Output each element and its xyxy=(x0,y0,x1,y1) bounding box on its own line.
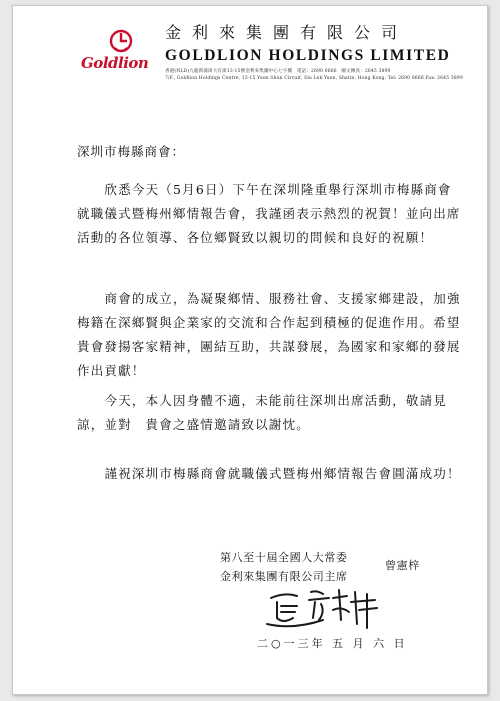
letter-date: 二○一三年 五 月 六 日 xyxy=(257,637,408,650)
paragraph-chamber-purpose: 商會的成立，為凝聚鄉情、服務社會、支援家鄉建設，加強梅籍在深鄉賢與企業家的交流和合作起到積極的促進作用。希望 貴會發揚客家精神，團結互助，共謀發展，為國家和家鄉的發展作出貢獻！ xyxy=(77,291,475,378)
signatory-titles xyxy=(220,548,348,586)
paragraph-closing-wish: 謹祝深圳市梅縣商會就職儀式暨梅州鄉情報告會圓滿成功！ xyxy=(104,466,461,481)
letter-page xyxy=(12,5,488,695)
salutation: 深圳市梅縣商會： xyxy=(77,144,186,159)
address-english: 7/F., Goldlion Holdings Centre, 13-15 Yuen Shun Circuit, Siu Lek Yuen, Shatin, Hong Kong. Tel: 2690 0666 Fax: 2645 3899 xyxy=(165,76,463,81)
signatory-title-line: 第八至十屆全國人大常委 xyxy=(220,551,348,564)
signatory-title-line: 金利來集團有限公司主席 xyxy=(220,570,348,583)
signatory-name: 曾憲梓 xyxy=(385,559,420,572)
goldlion-logo xyxy=(81,28,161,82)
address-chinese: 香港(NLD)九龍新蒲崗大有街13-15號金利來集團中心七字樓 電話：2690 0666 圖文傳真：2645 3899 xyxy=(165,69,391,74)
company-name-chinese: 金利來集團有限公司 xyxy=(165,23,409,42)
paragraph-apology: 今天，本人因身體不適，未能前往深圳出席活動，敬請見諒，並對 貴會之盛情邀請致以謝忱。 xyxy=(77,393,448,432)
company-name-english: GOLDLION HOLDINGS LIMITED xyxy=(165,47,451,64)
logo-wordmark: Goldlion xyxy=(81,54,149,72)
handwritten-signature xyxy=(263,584,393,634)
paragraph-congratulations: 欣悉今天（5月6日）下午在深圳隆重舉行深圳市梅縣商會就職儀式暨梅州鄉情報告會，我謹函表示熱烈的祝賀！並向出席活動的各位領導、各位鄉賢致以親切的問候和良好的祝願！ xyxy=(77,182,461,245)
